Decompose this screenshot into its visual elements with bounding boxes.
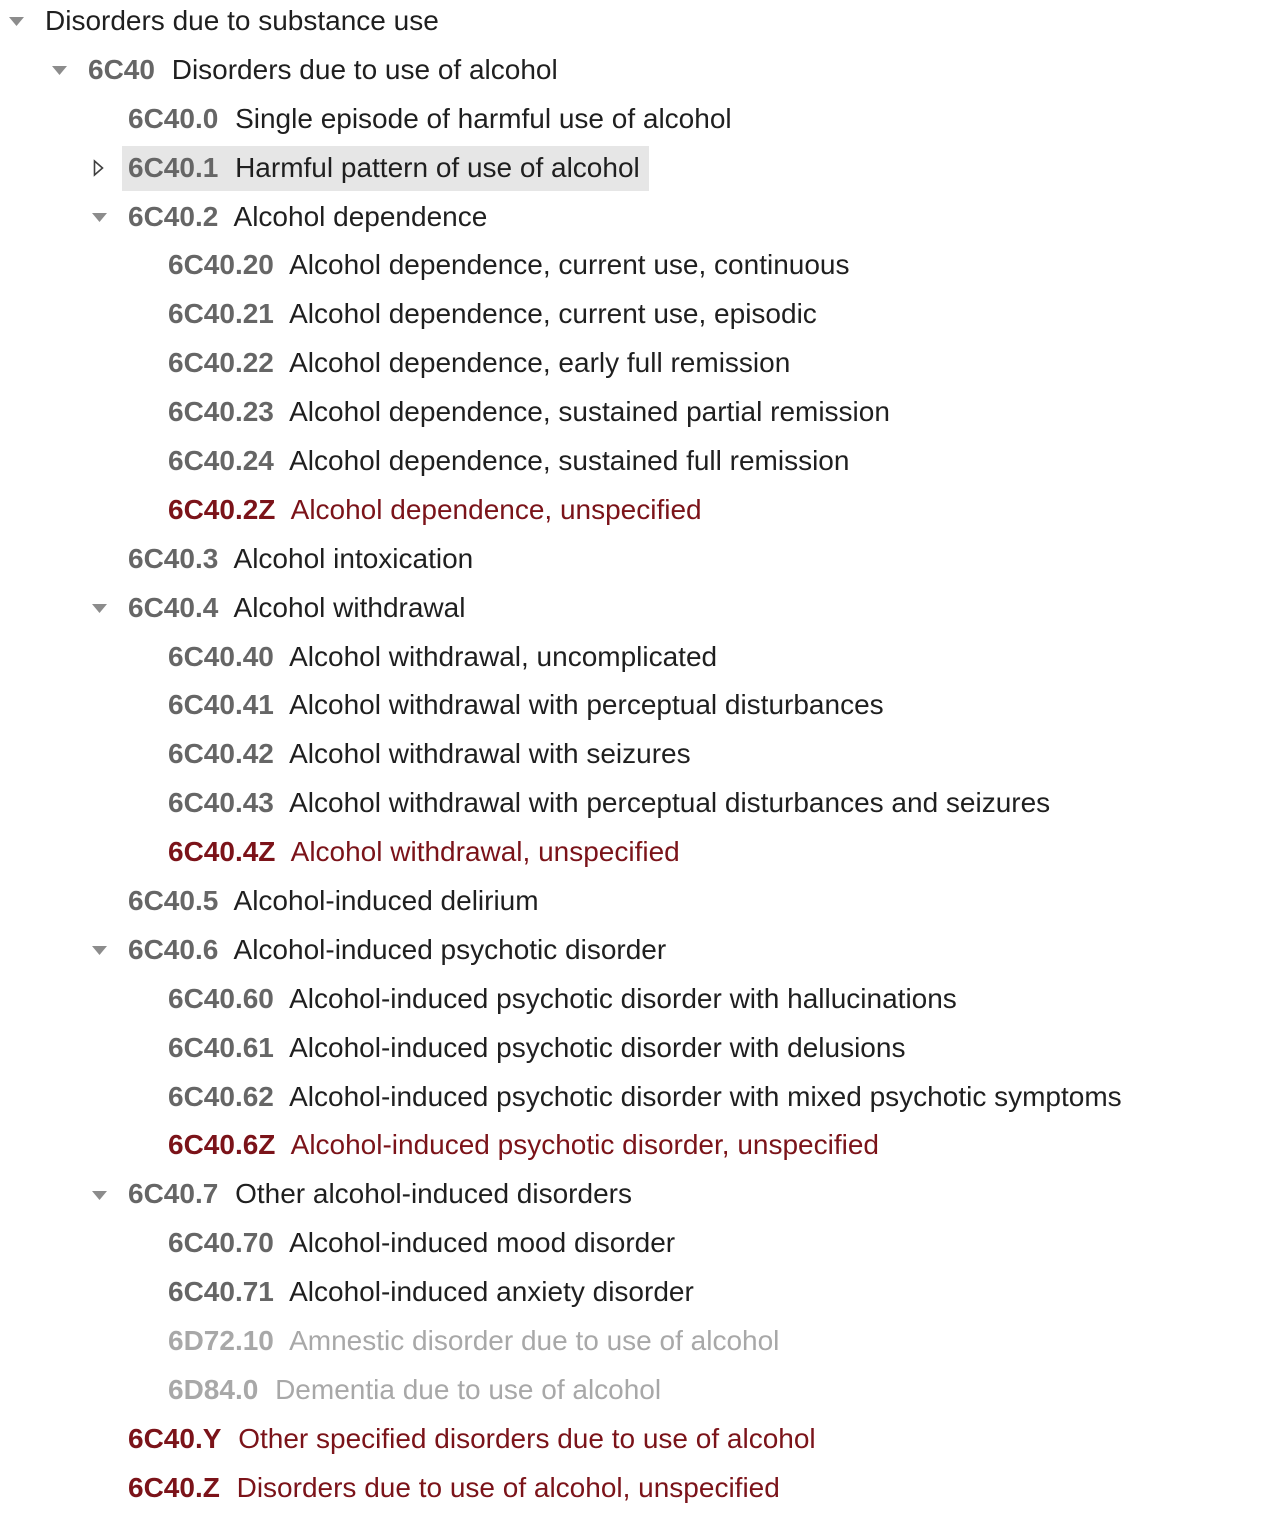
node-title: Alcohol dependence, early full remission [289, 347, 791, 379]
tree-node[interactable] [0, 144, 1267, 193]
tree-node[interactable] [0, 779, 1267, 828]
node-title: Alcohol-induced delirium [233, 884, 539, 916]
tree-node[interactable] [0, 584, 1267, 633]
tree-node-label[interactable] [122, 537, 482, 582]
node-code: 6C40.60 [168, 982, 274, 1014]
tree-node[interactable] [0, 1170, 1267, 1219]
triangle-down-icon [90, 601, 109, 615]
tree-node[interactable] [0, 1366, 1267, 1415]
node-title: Alcohol-induced psychotic disorder, unspecified [290, 1129, 879, 1161]
tree-node[interactable] [0, 1219, 1267, 1268]
node-title: Alcohol withdrawal with perceptual disturbances and seizures [289, 787, 1051, 819]
node-code: 6C40.4Z [168, 836, 276, 868]
tree-node-label[interactable] [162, 683, 893, 728]
node-code: 6C40.1 [128, 151, 219, 183]
tree-node-label[interactable] [122, 1417, 825, 1462]
tree-node-label[interactable] [162, 781, 1059, 826]
node-title: Alcohol-induced mood disorder [289, 1227, 676, 1259]
tree-node[interactable] [0, 95, 1267, 144]
tree-node-label[interactable] [162, 977, 966, 1022]
tree-node-label[interactable] [162, 243, 859, 288]
tree-node[interactable] [0, 437, 1267, 486]
tree-node[interactable] [0, 46, 1267, 95]
node-title: Alcohol-induced psychotic disorder with mixed psychotic symptoms [289, 1080, 1122, 1112]
node-title: Alcohol-induced psychotic disorder with delusions [289, 1031, 906, 1063]
tree-node-label[interactable] [122, 1466, 789, 1511]
node-title: Alcohol-induced psychotic disorder with hallucinations [289, 982, 957, 1014]
node-code: 6C40.20 [168, 249, 274, 281]
tree-node[interactable] [0, 926, 1267, 975]
tree-node[interactable] [0, 828, 1267, 877]
triangle-down-icon [90, 1188, 109, 1202]
node-code: 6C40.22 [168, 347, 274, 379]
tree-node-label[interactable] [122, 146, 649, 191]
node-code: 6C40.21 [168, 298, 274, 330]
tree-node[interactable] [0, 0, 1267, 46]
node-code: 6C40.7 [128, 1178, 219, 1210]
tree-node[interactable] [0, 975, 1267, 1024]
node-title: Alcohol-induced psychotic disorder [233, 933, 667, 965]
tree-node-label[interactable] [162, 439, 858, 484]
node-title: Alcohol dependence, sustained partial remission [289, 396, 890, 428]
tree-node-label[interactable] [162, 1368, 670, 1413]
tree-node[interactable] [0, 486, 1267, 535]
tree-node[interactable] [0, 730, 1267, 779]
tree-node-label[interactable] [162, 488, 711, 533]
tree-node[interactable] [0, 290, 1267, 339]
node-code: 6C40.5 [128, 884, 219, 916]
tree-node-label[interactable] [162, 341, 799, 386]
triangle-down-icon [7, 14, 26, 28]
node-title: Disorders due to use of alcohol [171, 53, 558, 85]
tree-node[interactable] [0, 388, 1267, 437]
node-title: Alcohol dependence, unspecified [290, 493, 702, 525]
tree-node-label[interactable] [122, 1172, 641, 1217]
tree-node[interactable] [0, 1121, 1267, 1170]
node-code: 6C40 [88, 53, 155, 85]
node-title: Alcohol dependence, current use, episodic [289, 298, 817, 330]
node-title: Alcohol withdrawal, uncomplicated [289, 640, 718, 672]
tree-node[interactable] [0, 193, 1267, 242]
node-code: 6C40.2 [128, 200, 219, 232]
tree-node-label[interactable] [162, 1026, 914, 1071]
tree-node-label[interactable] [162, 292, 826, 337]
node-title: Single episode of harmful use of alcohol [235, 102, 732, 134]
tree-node[interactable] [0, 877, 1267, 926]
node-code: 6C40.3 [128, 542, 219, 574]
tree-node-label[interactable] [162, 1270, 703, 1315]
tree-node-label[interactable] [162, 732, 700, 777]
tree-node[interactable] [0, 1073, 1267, 1122]
tree-node[interactable] [0, 1415, 1267, 1464]
tree-node[interactable] [0, 1317, 1267, 1366]
tree-node-label[interactable] [162, 1221, 684, 1266]
node-code: 6C40.6Z [168, 1129, 276, 1161]
node-title: Amnestic disorder due to use of alcohol [289, 1324, 780, 1356]
triangle-down-icon [90, 943, 109, 957]
tree-node-label[interactable] [162, 1123, 888, 1168]
tree-node-label[interactable] [39, 0, 448, 44]
node-code: 6C40.2Z [168, 493, 276, 525]
node-title: Harmful pattern of use of alcohol [235, 151, 640, 183]
node-code: 6C40.61 [168, 1031, 274, 1063]
node-title: Alcohol-induced anxiety disorder [289, 1276, 694, 1308]
node-title: Other specified disorders due to use of alcohol [238, 1422, 816, 1454]
node-code: 6D84.0 [168, 1373, 259, 1405]
node-code: 6C40.71 [168, 1276, 274, 1308]
triangle-down-icon [50, 63, 69, 77]
node-title: Alcohol withdrawal, unspecified [290, 836, 680, 868]
node-title: Alcohol dependence [233, 200, 488, 232]
tree-node-label[interactable] [162, 1319, 788, 1364]
node-code: 6C40.43 [168, 787, 274, 819]
node-title: Alcohol intoxication [233, 542, 474, 574]
node-code: 6C40.62 [168, 1080, 274, 1112]
node-code: 6C40.24 [168, 444, 274, 476]
tree-node-label[interactable] [122, 879, 548, 924]
node-title: Alcohol dependence, current use, continuous [289, 249, 850, 281]
tree-node-label[interactable] [162, 1075, 1131, 1120]
node-code: 6C40.41 [168, 689, 274, 721]
tree-node-label[interactable] [122, 586, 474, 631]
node-code: 6C40.40 [168, 640, 274, 672]
node-title: Alcohol withdrawal with seizures [289, 738, 691, 770]
node-title: Dementia due to use of alcohol [275, 1373, 662, 1405]
node-title: Alcohol withdrawal [233, 591, 466, 623]
tree-node[interactable] [0, 633, 1267, 682]
node-title: Alcohol withdrawal with perceptual disturbances [289, 689, 884, 721]
tree-node[interactable] [0, 1024, 1267, 1073]
node-code: 6C40.Z [128, 1471, 220, 1503]
node-code: 6C40.6 [128, 933, 219, 965]
node-title: Other alcohol-induced disorders [235, 1178, 632, 1210]
triangle-down-icon [90, 210, 109, 224]
tree-node-label[interactable] [82, 48, 567, 93]
node-title: Disorders due to substance use [45, 4, 439, 36]
tree-node[interactable] [0, 1268, 1267, 1317]
tree-node[interactable] [0, 241, 1267, 290]
node-code: 6D72.10 [168, 1324, 274, 1356]
tree-node[interactable] [0, 1464, 1267, 1513]
tree-node-label[interactable] [162, 830, 689, 875]
triangle-right-icon [90, 157, 106, 179]
tree-node[interactable] [0, 681, 1267, 730]
node-code: 6C40.70 [168, 1227, 274, 1259]
node-code: 6C40.42 [168, 738, 274, 770]
tree-node-label[interactable] [122, 928, 675, 973]
tree-node-label[interactable] [122, 97, 741, 142]
tree-node[interactable] [0, 339, 1267, 388]
tree-node-label[interactable] [122, 195, 496, 240]
tree-node-label[interactable] [162, 635, 726, 680]
node-code: 6C40.23 [168, 396, 274, 428]
node-code: 6C40.Y [128, 1422, 222, 1454]
node-code: 6C40.4 [128, 591, 219, 623]
node-code: 6C40.0 [128, 102, 219, 134]
node-title: Disorders due to use of alcohol, unspecified [236, 1471, 780, 1503]
node-title: Alcohol dependence, sustained full remission [289, 444, 850, 476]
tree-node-label[interactable] [162, 390, 899, 435]
tree-node[interactable] [0, 535, 1267, 584]
